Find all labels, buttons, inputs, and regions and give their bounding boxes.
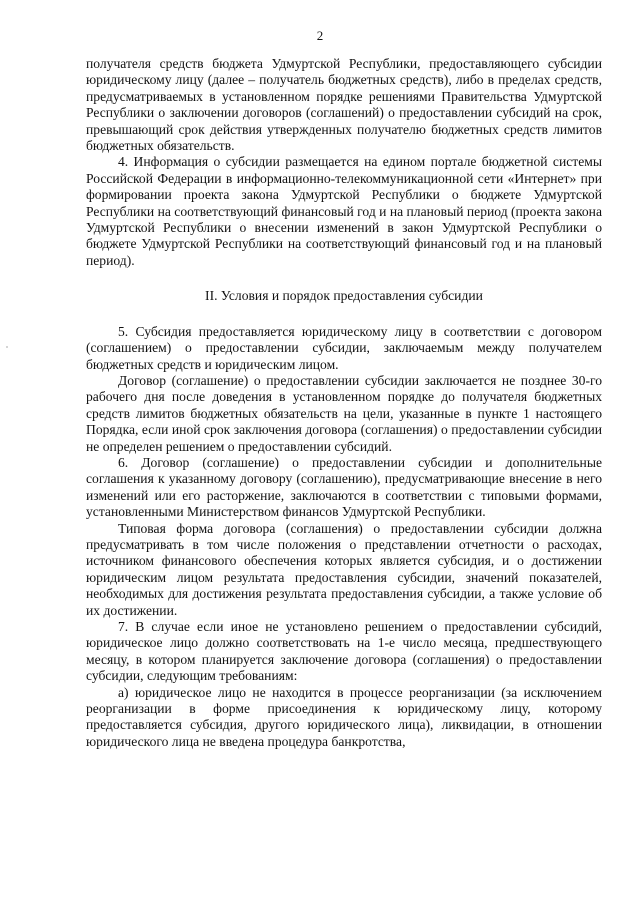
- paragraph-item-4: 4. Информация о субсидии размещается на едином портале бюджетной системы Российской Федерации в информационно-телекоммуникационной сети «Интернет» при формировании проекта закона Удмуртской Республики о бюджете Удмуртской Республики на соответствующий финансовый год и на плановый период (проекта закона Удмуртской Республики о внесении изменений в закон Удмуртской Республики о бюджете Удмуртской Республики на соответствующий финансовый год и на плановый период).: [86, 154, 602, 268]
- paragraph-continuation: получателя средств бюджета Удмуртской Республики, предоставляющего субсидии юридическому лицу (далее – получатель бюджетных средств), либо в пределах средств, предусматриваемых в установленном порядке решениями Правительства Удмуртской Республики о заключении договоров (соглашений) о предоставлении субсидий на срок, превышающий срок действия утвержденных получателю бюджетных средств лимитов бюджетных обязательств.: [86, 56, 602, 154]
- page-number: 2: [316, 28, 324, 43]
- paragraph-item-6: 6. Договор (соглашение) о предоставлении субсидии и дополнительные соглашения к указанному договору (соглашению), предусматривающие внесение в него изменений или его расторжение, заключаются в соответствии с типовыми формами, установленными Министерством финансов Удмуртской Республики.: [86, 454, 602, 520]
- paragraph-item-5: 5. Субсидия предоставляется юридическому лицу в соответствии с договором (соглашением) о предоставлении субсидии, заключаемым между получателем бюджетных средств и юридическим лицом.: [86, 323, 602, 372]
- margin-mark: [6, 346, 8, 348]
- section-heading: II. Условия и порядок предоставления субсидии: [205, 288, 483, 304]
- document-body: [86, 56, 602, 750]
- paragraph-item-7: 7. В случае если иное не установлено решением о предоставлении субсидий, юридическое лицо должно соответствовать на 1-е число месяца, предшествующего месяцу, в котором планируется заключение договора (соглашения) о предоставлении субсидии, следующим требованиям:: [86, 619, 602, 684]
- paragraph-item-7a: а) юридическое лицо не находится в процессе реорганизации (за исключением реорганизации в форме присоединения к юридическому лицу, которому предоставляется субсидия, другого юридического лица), ликвидации, в отношении юридического лица не введена процедура банкротства,: [86, 684, 602, 749]
- paragraph-contract-deadline: Договор (соглашение) о предоставлении субсидии заключается не позднее 30-го рабочего дня после доведения в установленном порядке до получателя бюджетных средств лимитов бюджетных обязательств на цели, указанные в пункте 1 настоящего Порядка, если иной срок заключения договора (соглашения) о предоставлении субсидии не определен решением о предоставлении субсидий.: [86, 372, 602, 454]
- paragraph-standard-form: Типовая форма договора (соглашения) о предоставлении субсидии должна предусматривать в том числе положения о представлении отчетности о расходах, источником финансового обеспечения которых является субсидия, и о достижении юридическим лицом результата предоставления субсидии, значений показателей, необходимых для достижения результата предоставления субсидии, а также условие об их достижении.: [86, 520, 602, 618]
